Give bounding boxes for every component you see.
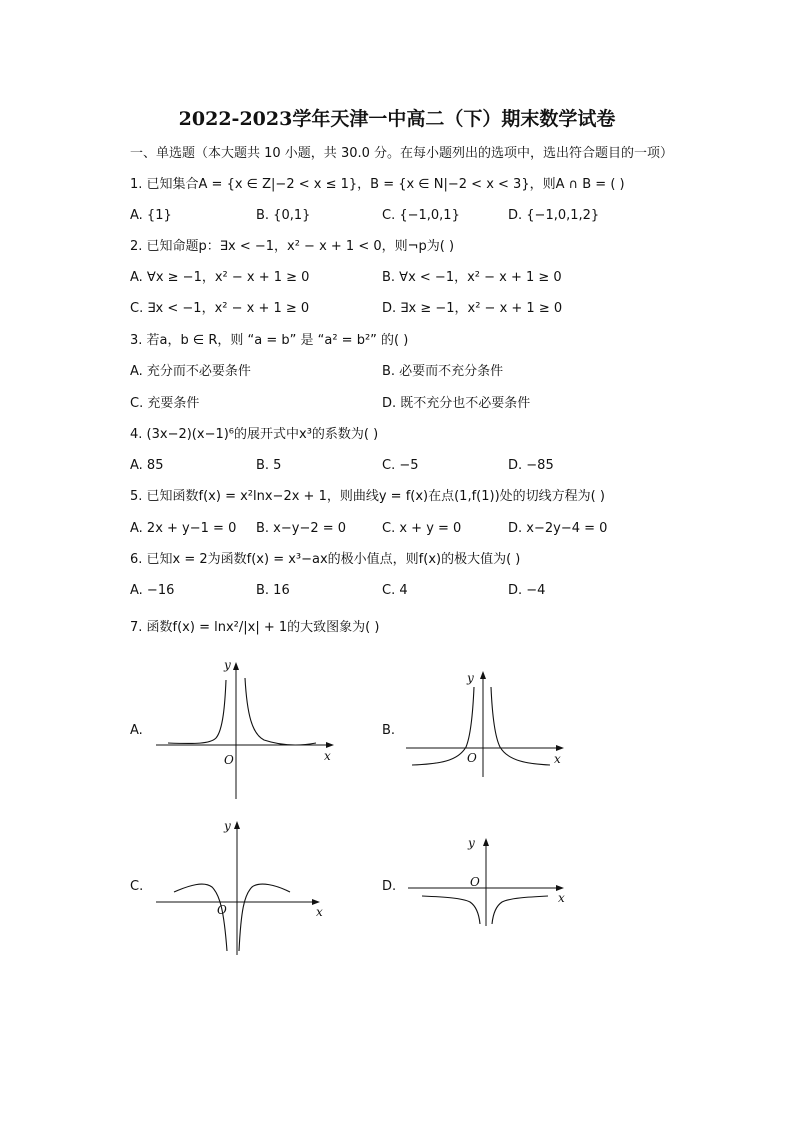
- question-2-option-d: D. ∃x ≥ −1，x² − x + 1 ≥ 0: [382, 301, 563, 316]
- question-6-option-d: D. −4: [508, 583, 546, 598]
- question-5-option-d: D. x−2y−4 = 0: [508, 521, 608, 536]
- question-3-option-b: B. 必要而不充分条件: [382, 364, 504, 379]
- graph-b-y-arrow: [480, 671, 486, 679]
- question-1-stem: 1. 已知集合A = {x ∈ Z|−2 < x ≤ 1}，B = {x ∈ N|−2 < x < 3}，则A ∩ B = ( ): [130, 177, 625, 192]
- graph-a-y-arrow: [233, 662, 239, 670]
- question-4-stem: 4. (3x−2)(x−1)⁶的展开式中x³的系数为( ): [130, 427, 379, 442]
- question-6-option-a: A. −16: [130, 583, 175, 598]
- graph-d-origin-label: O: [470, 875, 480, 889]
- page-title: 2022-2023学年天津一中高二（下）期末数学试卷: [178, 108, 616, 130]
- graph-b-right-curve: [491, 687, 550, 765]
- section-header: 一、单选题（本大题共 10 小题，共 30.0 分。在每小题列出的选项中，选出符合题目的一项）: [130, 146, 674, 161]
- question-3-option-c: C. 充要条件: [130, 396, 200, 411]
- graph-b: [400, 665, 575, 780]
- question-4-option-a: A. 85: [130, 458, 164, 473]
- question-1-option-b: B. {0,1}: [256, 208, 311, 223]
- question-2-option-c: C. ∃x < −1，x² − x + 1 ≥ 0: [130, 301, 310, 316]
- graph-b-label: B.: [382, 723, 396, 738]
- graph-a-left-curve: [168, 680, 226, 743]
- question-3-option-d: D. 既不充分也不必要条件: [382, 396, 531, 411]
- question-7-stem: 7. 函数f(x) = lnx²/|x| + 1的大致图象为( ): [130, 620, 380, 635]
- graph-d: [400, 830, 575, 930]
- graph-d-y-label: y: [468, 836, 475, 850]
- graph-b-x-label: x: [554, 752, 561, 766]
- question-5-option-b: B. x−y−2 = 0: [256, 521, 347, 536]
- question-1-option-c: C. {−1,0,1}: [382, 208, 460, 223]
- graph-c-left-curve: [174, 884, 227, 951]
- graph-b-left-curve: [412, 687, 474, 765]
- question-4-option-b: B. 5: [256, 458, 282, 473]
- graph-a-x-label: x: [324, 749, 331, 763]
- graph-d-label: D.: [382, 879, 397, 894]
- question-5-option-a: A. 2x + y−1 = 0: [130, 521, 237, 536]
- graph-c-origin-label: O: [217, 903, 227, 917]
- graph-c-x-label: x: [316, 905, 323, 919]
- graph-a-label: A.: [130, 723, 143, 738]
- graph-a: [150, 652, 350, 804]
- question-1-option-d: D. {−1,0,1,2}: [508, 208, 600, 223]
- graph-c: [150, 813, 335, 958]
- question-3-option-a: A. 充分而不必要条件: [130, 364, 251, 379]
- graph-a-origin-label: O: [224, 753, 234, 767]
- graph-c-right-curve: [239, 884, 290, 951]
- question-6-stem: 6. 已知x = 2为函数f(x) = x³−ax的极小值点，则f(x)的极大值为( ): [130, 552, 521, 567]
- graph-d-left-curve: [422, 896, 480, 924]
- graph-a-right-curve: [245, 678, 316, 745]
- graph-d-x-label: x: [558, 891, 565, 905]
- graph-b-x-arrow: [556, 745, 564, 751]
- graph-c-y-arrow: [234, 821, 240, 829]
- graph-a-x-arrow: [326, 742, 334, 748]
- question-5-stem: 5. 已知函数f(x) = x²lnx−2x + 1，则曲线y = f(x)在点(1,f(1))处的切线方程为( ): [130, 489, 605, 504]
- graph-b-y-label: y: [467, 671, 474, 685]
- question-4-option-d: D. −85: [508, 458, 554, 473]
- graph-c-y-label: y: [224, 819, 231, 833]
- graph-d-right-curve: [492, 896, 548, 924]
- question-2-option-a: A. ∀x ≥ −1，x² − x + 1 ≥ 0: [130, 270, 310, 285]
- question-2-option-b: B. ∀x < −1，x² − x + 1 ≥ 0: [382, 270, 562, 285]
- question-1-option-a: A. {1}: [130, 208, 172, 223]
- graph-b-origin-label: O: [467, 751, 477, 765]
- question-6-option-c: C. 4: [382, 583, 408, 598]
- question-4-option-c: C. −5: [382, 458, 419, 473]
- question-3-stem: 3. 若a，b ∈ R，则 “a = b” 是 “a² = b²” 的( ): [130, 333, 409, 348]
- question-5-option-c: C. x + y = 0: [382, 521, 462, 536]
- question-6-option-b: B. 16: [256, 583, 290, 598]
- graph-a-y-label: y: [224, 658, 231, 672]
- graph-c-label: C.: [130, 879, 144, 894]
- question-2-stem: 2. 已知命题p：∃x < −1，x² − x + 1 < 0，则¬p为( ): [130, 239, 455, 254]
- graph-d-y-arrow: [483, 838, 489, 846]
